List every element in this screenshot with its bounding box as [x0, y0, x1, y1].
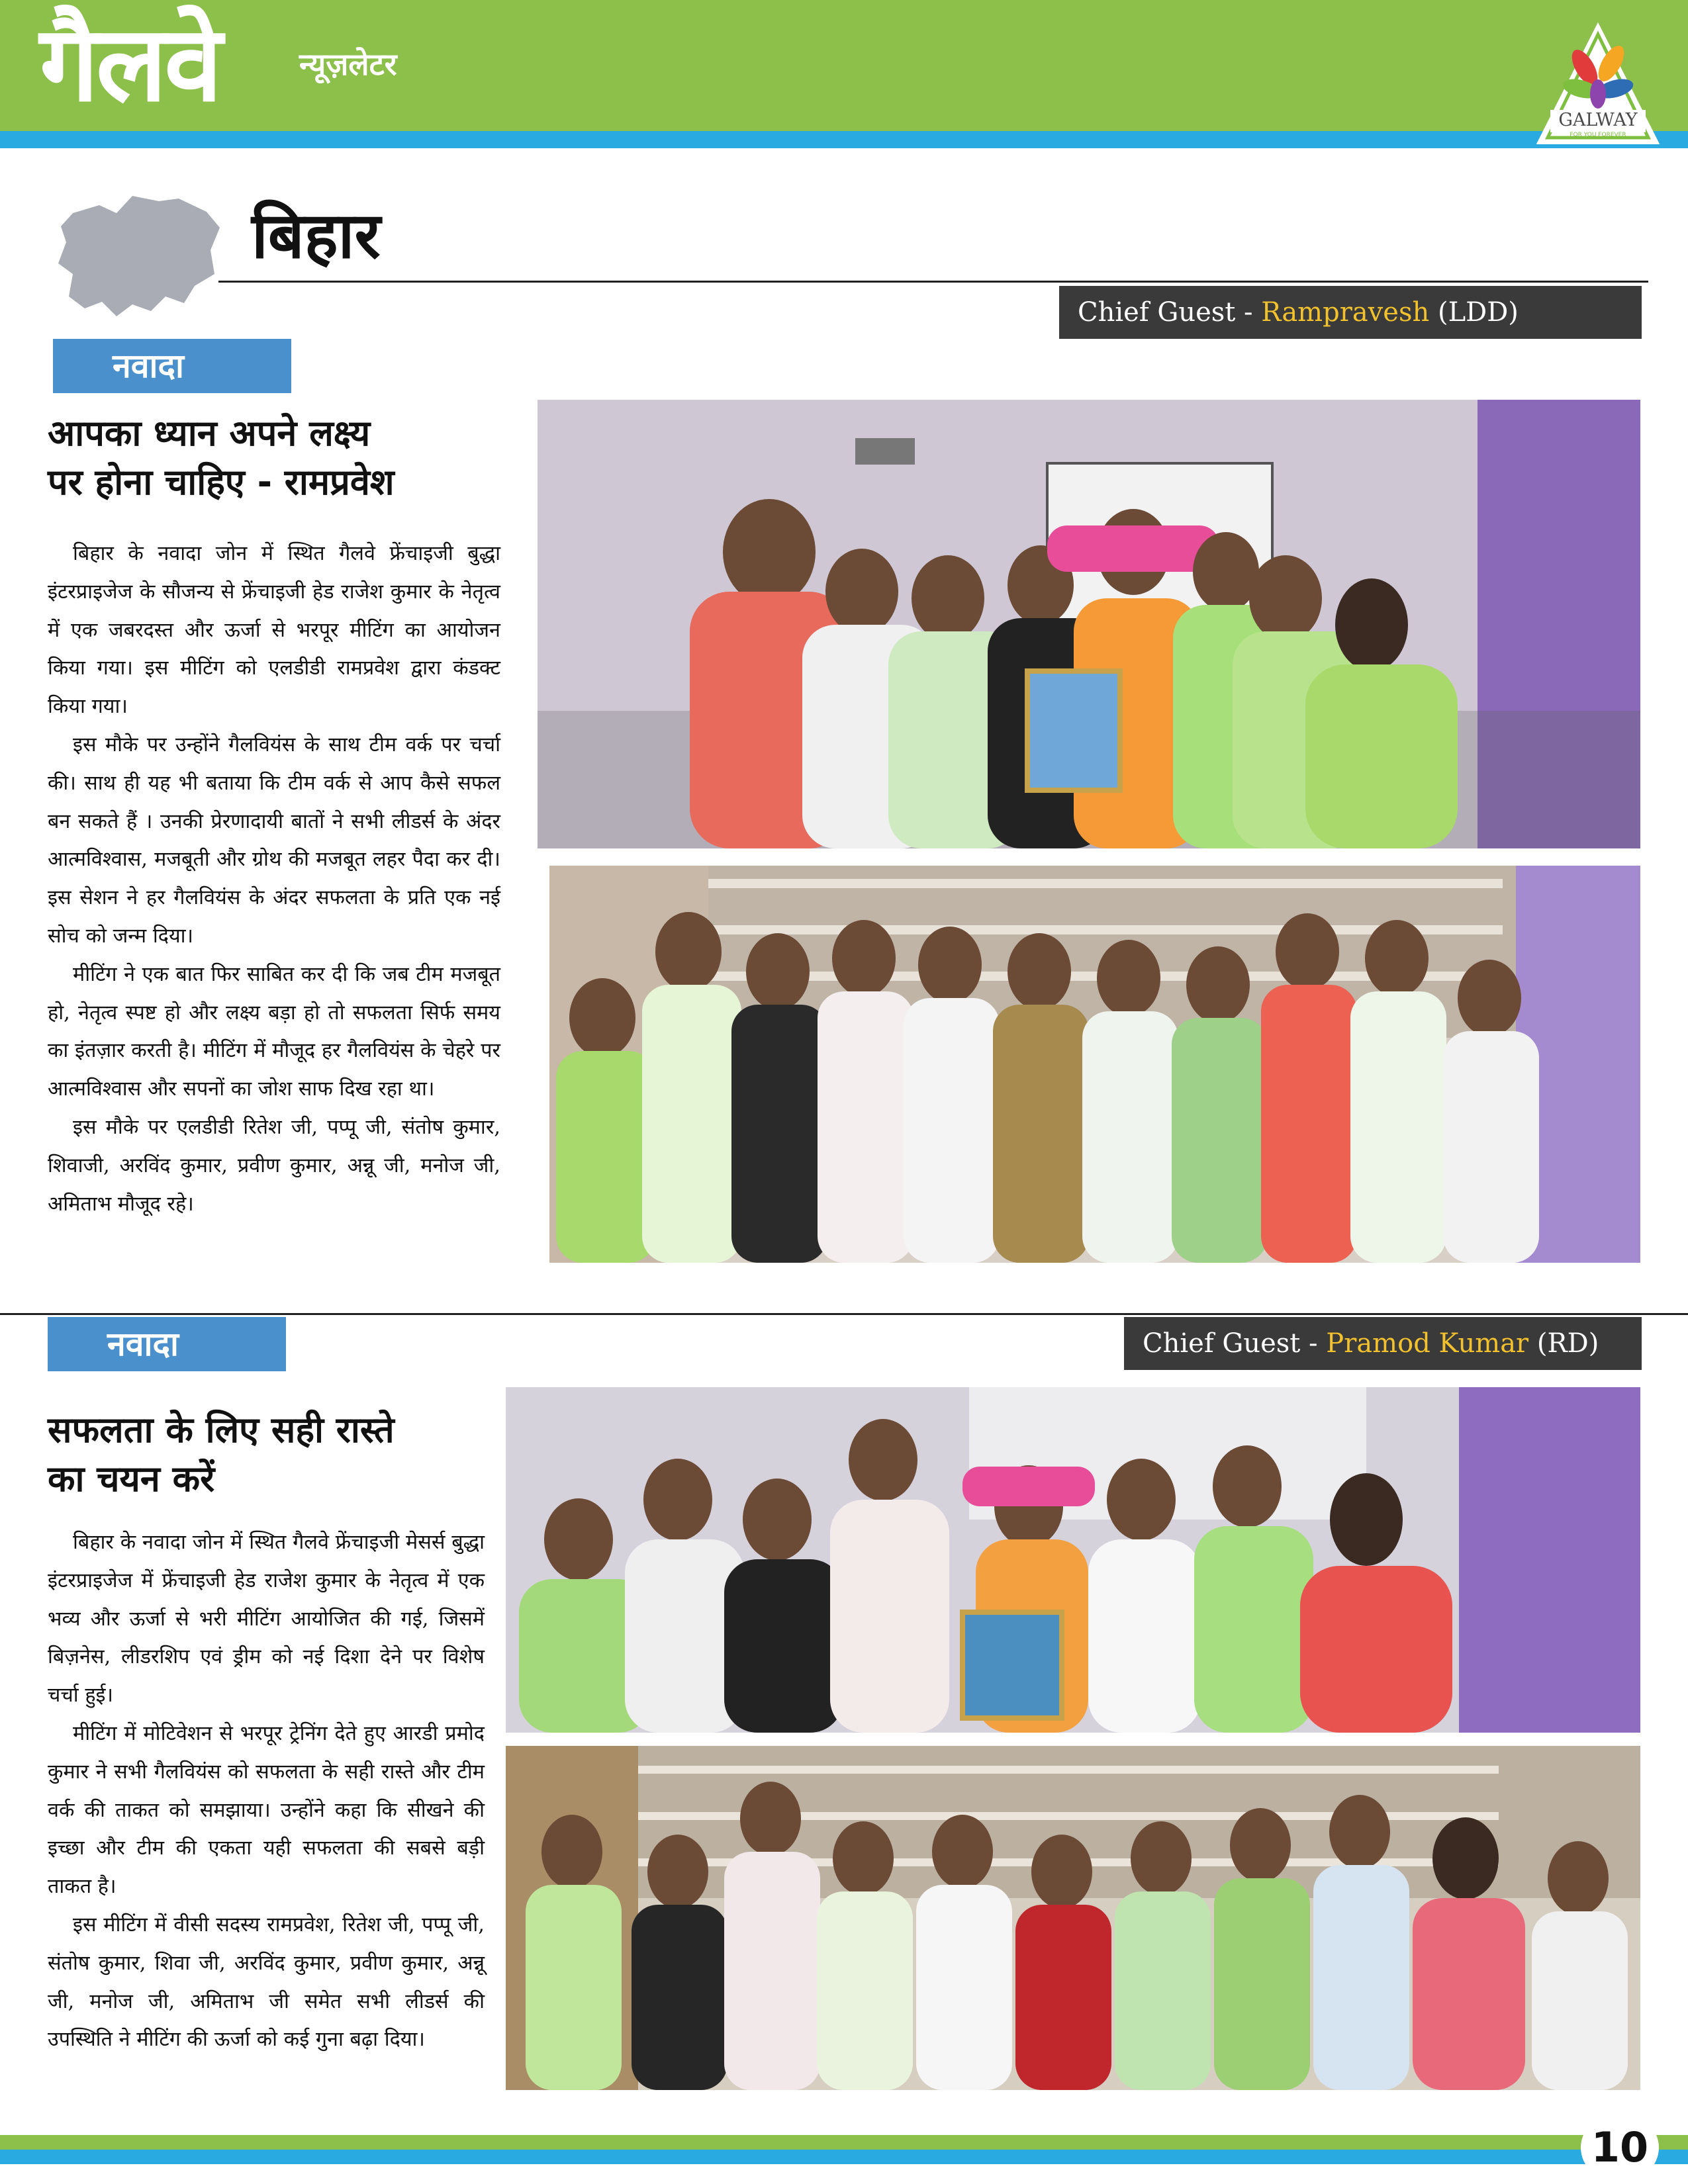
- masthead-title: गैलवे: [40, 3, 220, 125]
- state-title: बिहार: [252, 199, 381, 273]
- body-paragraph: बिहार के नवादा जोन में स्थित गैलवे फ्रेंचाइजी बुद्धा इंटरप्राइजेज के सौजन्य से फ्रेंचाइजी हेड राजेश कुमार के नेतृत्व में एक जबरदस्त और ऊर्जा से भरपूर मीटिंग का आयोजन किया गया। इस मीटिंग को एलडीडी रामप्रवेश द्वारा कंडक्ट किया गया।: [48, 542, 500, 719]
- headline-line: सफलता के लिए सही रास्ते: [48, 1409, 395, 1451]
- masthead-subtitle: न्यूज़लेटर: [299, 46, 397, 82]
- chief-guest-name: Rampravesh: [1261, 297, 1430, 328]
- article-headline: [48, 409, 538, 507]
- header-green-band: [0, 0, 1688, 131]
- chief-guest-name: Pramod Kumar: [1326, 1328, 1529, 1359]
- event-photo: [538, 400, 1640, 848]
- section-rule-top: [218, 281, 1648, 283]
- body-paragraph: इस मीटिंग में वीसी सदस्य रामप्रवेश, रितेश जी, पप्पू जी, संतोष कुमार, शिवा जी, अरविंद कुमार, प्रवीण कुमार, अन्नू जी, मनोज जी, अमिताभ जी समेत सभी लीडर्स की उपस्थिति ने मीटिंग की ऊर्जा को कई गुना बढ़ा दिया।: [48, 1913, 485, 2052]
- event-photo: [506, 1746, 1640, 2090]
- event-photo: [549, 866, 1640, 1263]
- galway-logo-icon: [1534, 20, 1662, 147]
- chief-guest-role: (LDD): [1429, 297, 1519, 328]
- chief-guest-bar: [1059, 286, 1642, 339]
- bihar-map-icon: [53, 187, 225, 326]
- article-headline: [48, 1406, 511, 1504]
- footer-blue-stripe: [0, 2150, 1688, 2164]
- footer-green-stripe: [0, 2135, 1688, 2150]
- chief-guest-bar: [1124, 1317, 1642, 1370]
- chief-guest-prefix: Chief Guest -: [1078, 297, 1262, 328]
- headline-line: का चयन करें: [48, 1458, 215, 1500]
- chief-guest-role: (RD): [1528, 1328, 1599, 1359]
- section-divider: [0, 1313, 1688, 1315]
- place-tag: नवादा: [53, 339, 291, 393]
- place-tag: नवादा: [48, 1317, 286, 1371]
- galway-logo: [1534, 20, 1662, 147]
- body-paragraph: मीटिंग में मोटिवेशन से भरपूर ट्रेनिंग देते हुए आरडी प्रमोद कुमार ने सभी गैलवियंस को सफलता के सही रास्ते और टीम वर्क की ताकत को समझाया। उन्होंने कहा कि सीखने की इच्छा और टीम की एकता यही सफलता की सबसे बड़ी ताकत है।: [48, 1721, 485, 1899]
- article-body: [48, 535, 500, 1223]
- logo-tagline: FOR YOU FOREVER: [1570, 132, 1626, 138]
- header-blue-stripe: [0, 131, 1688, 148]
- event-photo: [506, 1387, 1640, 1733]
- logo-text: GALWAY: [1558, 110, 1638, 130]
- headline-line: पर होना चाहिए - रामप्रवेश: [48, 461, 395, 503]
- page-number: 10: [1581, 2113, 1659, 2183]
- article-body: [48, 1524, 485, 2059]
- body-paragraph: इस मौके पर एलडीडी रितेश जी, पप्पू जी, संतोष कुमार, शिवाजी, अरविंद कुमार, प्रवीण कुमार, अन्नू जी, मनोज जी, अमिताभ मौजूद रहे।: [48, 1115, 500, 1216]
- headline-line: आपका ध्यान अपने लक्ष्य: [48, 412, 371, 454]
- body-paragraph: मीटिंग ने एक बात फिर साबित कर दी कि जब टीम मजबूत हो, नेतृत्व स्पष्ट हो और लक्ष्य बड़ा हो तो सफलता सिर्फ समय का इंतज़ार करती है। मीटिंग में मौजूद हर गैलवियंस के चेहरे पर आत्मविश्वास और सपनों का जोश साफ दिख रहा था।: [48, 962, 500, 1101]
- body-paragraph: बिहार के नवादा जोन में स्थित गैलवे फ्रेंचाइजी मेसर्स बुद्धा इंटरप्राइजेज में फ्रेंचाइजी हेड राजेश कुमार के नेतृत्व में एक भव्य और ऊर्जा से भरी मीटिंग आयोजित की गई, जिसमें बिज़नेस, लीडरशिप एवं ड्रीम को नई दिशा देने पर विशेष चर्चा हुई।: [48, 1531, 485, 1707]
- chief-guest-prefix: Chief Guest -: [1143, 1328, 1327, 1359]
- body-paragraph: इस मौके पर उन्होंने गैलवियंस के साथ टीम वर्क पर चर्चा की। साथ ही यह भी बताया कि टीम वर्क से आप कैसे सफल बन सकते हैं । उनकी प्रेरणादायी बातों ने सभी लीडर्स के अंदर आत्मविश्वास, मजबूती और ग्रोथ की मजबूत लहर पैदा कर दी। इस सेशन ने हर गैलवियंस के अंदर सफलता के प्रति एक नई सोच को जन्म दिया।: [48, 733, 500, 948]
